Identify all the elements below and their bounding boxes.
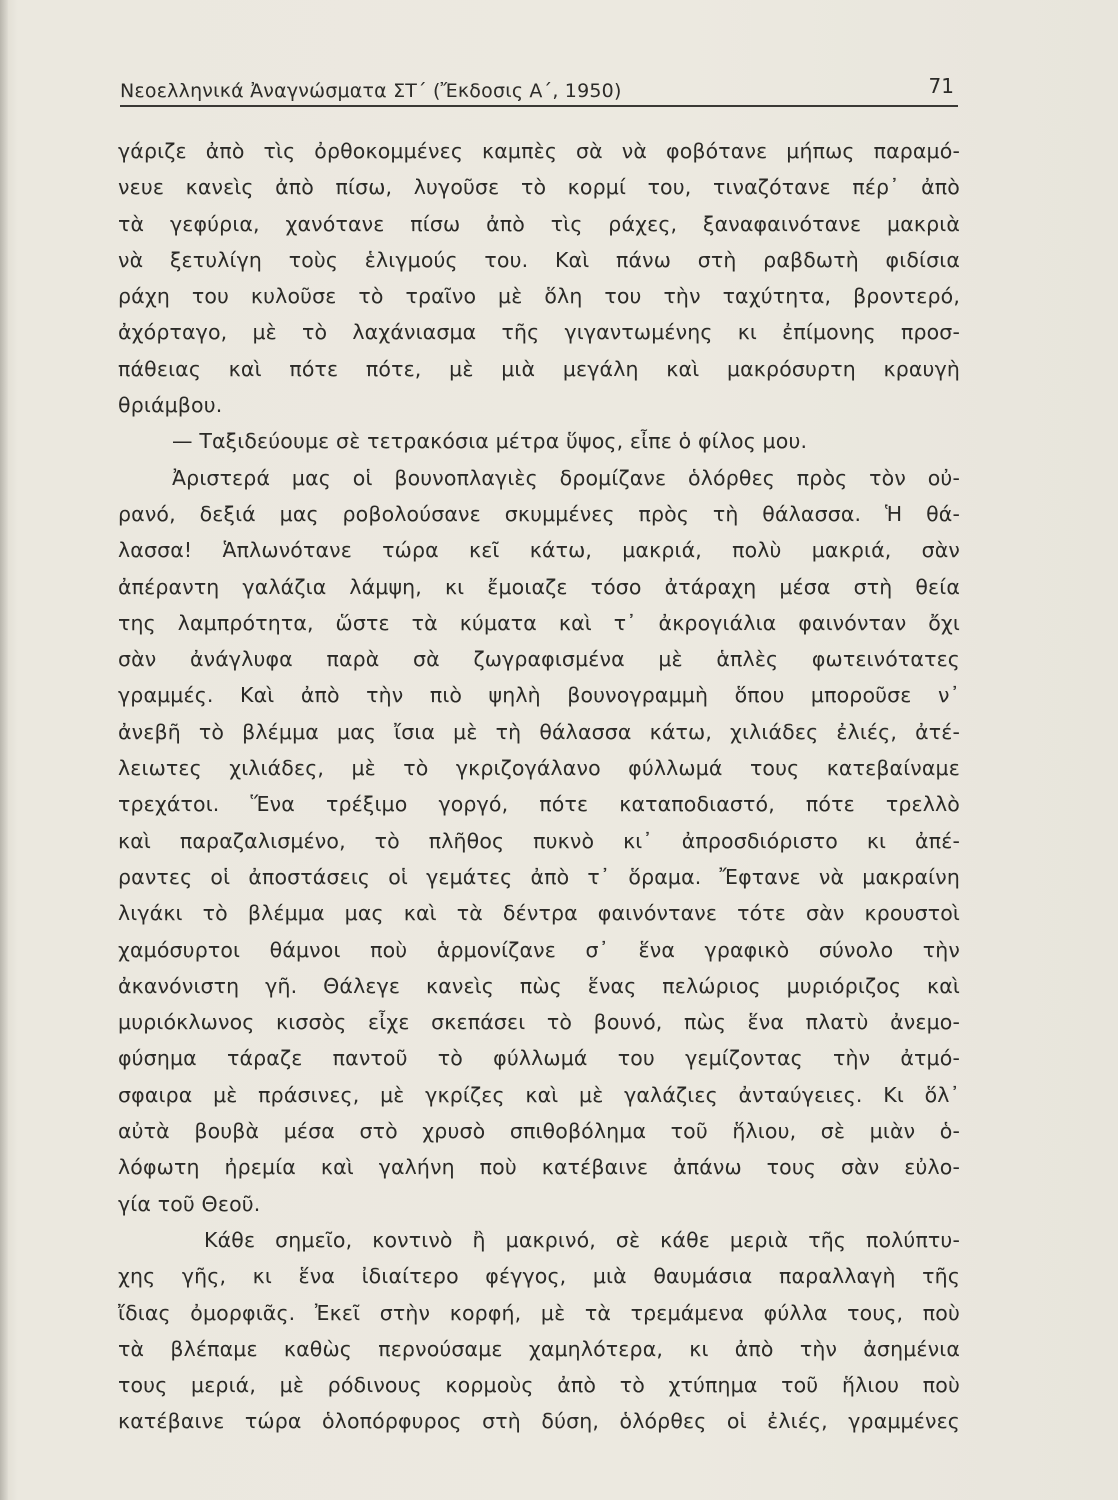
- text-line: ἀχόρταγο, μὲ τὸ λαχάνιασμα τῆς γιγαντωμένης κι ἐπίμονης προσ-: [118, 320, 960, 345]
- text-line: νευε κανεὶς ἀπὸ πίσω, λυγοῦσε τὸ κορμί του, τιναζότανε πέρ᾿ ἀπὸ: [118, 175, 960, 200]
- text-line: ἴδιας ὀμορφιᾶς. Ἐκεῖ στὴν κορφή, μὲ τὰ τρεμάμενα φύλλα τους, ποὺ: [118, 1300, 960, 1325]
- text-line: ρανό, δεξιά μας ροβολούσανε σκυμμένες πρὸς τὴ θάλασσα. Ἡ θά-: [118, 501, 960, 526]
- body-text: [118, 133, 960, 1440]
- running-title: Νεοελληνικά Ἀναγνώσματα ΣΤ΄ (Ἔκδοσις Α΄, 1950): [120, 80, 622, 102]
- text-line: λασσα! Ἁπλωνότανε τώρα κεῖ κάτω, μακριά, πολὺ μακριά, σὰν: [118, 538, 960, 563]
- text-line: σφαιρα μὲ πράσινες, μὲ γκρίζες καὶ μὲ γαλάζιες ἀνταύγειες. Κι ὅλ᾿: [118, 1082, 960, 1107]
- text-line: κατέβαινε τώρα ὁλοπόρφυρος στὴ δύση, ὁλόρθες οἱ ἐλιές, γραμμένες: [118, 1409, 960, 1434]
- text-line: ἀνεβῆ τὸ βλέμμα μας ἴσια μὲ τὴ θάλασσα κάτω, χιλιάδες ἐλιές, ἀτέ-: [118, 719, 960, 744]
- text-line: Κάθε σημεῖο, κοντινὸ ἢ μακρινό, σὲ κάθε μεριὰ τῆς πολύπτυ-: [204, 1227, 960, 1252]
- text-line: λειωτες χιλιάδες, μὲ τὸ γκριζογάλανο φύλλωμά τους κατεβαίναμε: [118, 756, 960, 781]
- text-line: τους μεριά, μὲ ρόδινους κορμοὺς ἀπὸ τὸ χτύπημα τοῦ ἥλιου ποὺ: [118, 1373, 960, 1398]
- text-line: σὰν ἀνάγλυφα παρὰ σὰ ζωγραφισμένα μὲ ἁπλὲς φωτεινότατες: [118, 647, 960, 672]
- text-line: γραμμές. Καὶ ἀπὸ τὴν πιὸ ψηλὴ βουνογραμμὴ ὅπου μποροῦσε ν᾿: [118, 683, 960, 708]
- text-line: χαμόσυρτοι θάμνοι ποὺ ἁρμονίζανε σ᾿ ἕνα γραφικὸ σύνολο τὴν: [118, 937, 960, 962]
- text-line: τὰ βλέπαμε καθὼς περνούσαμε χαμηλότερα, κι ἀπὸ τὴν ἀσημένια: [118, 1336, 960, 1361]
- text-line: γάριζε ἀπὸ τὶς ὀρθοκομμένες καμπὲς σὰ νὰ φοβότανε μήπως παραμό-: [118, 139, 960, 163]
- text-line: ραντες οἱ ἀποστάσεις οἱ γεμάτες ἀπὸ τ᾿ ὅραμα. Ἔφτανε νὰ μακραίνη: [118, 864, 960, 889]
- text-line: — Ταξιδεύουμε σὲ τετρακόσια μέτρα ὕψος, εἶπε ὁ φίλος μου.: [172, 429, 808, 454]
- page-number: 71: [928, 74, 954, 98]
- text-line: χης γῆς, κι ἕνα ἰδιαίτερο φέγγος, μιὰ θαυμάσια παραλλαγὴ τῆς: [118, 1264, 960, 1289]
- text-line: ράχη του κυλοῦσε τὸ τραῖνο μὲ ὅλη του τὴν ταχύτητα, βροντερό,: [118, 284, 960, 309]
- text-line: καὶ παραζαλισμένο, τὸ πλῆθος πυκνὸ κι᾿ ἀπροσδιόριστο κι ἀπέ-: [118, 828, 960, 853]
- text-line: λιγάκι τὸ βλέμμα μας καὶ τὰ δέντρα φαινόντανε τότε σὰν κρουστοὶ: [118, 901, 960, 926]
- text-line: τρεχάτοι. Ἕνα τρέξιμο γοργό, πότε καταποδιαστό, πότε τρελλὸ: [118, 792, 960, 817]
- text-line: πάθειας καὶ πότε πότε, μὲ μιὰ μεγάλη καὶ μακρόσυρτη κραυγὴ: [118, 356, 960, 381]
- text-line: Ἀριστερά μας οἱ βουνοπλαγιὲς δρομίζανε ὁλόρθες πρὸς τὸν οὐ-: [172, 465, 960, 490]
- text-line: λόφωτη ἠρεμία καὶ γαλήνη ποὺ κατέβαινε ἀπάνω τους σὰν εὐλο-: [118, 1155, 960, 1180]
- text-line: μυριόκλωνος κισσὸς εἶχε σκεπάσει τὸ βουνό, πὼς ἕνα πλατὺ ἀνεμο-: [118, 1010, 960, 1035]
- text-line: γία τοῦ Θεοῦ.: [118, 1191, 261, 1216]
- text-line: νὰ ξετυλίγη τοὺς ἑλιγμούς του. Καὶ πάνω στὴ ραβδωτὴ φιδίσια: [118, 247, 960, 272]
- page-spine-shadow: [0, 0, 8, 1500]
- text-line: ἀπέραντη γαλάζια λάμψη, κι ἔμοιαζε τόσο ἀτάραχη μέσα στὴ θεία: [118, 574, 960, 599]
- header-rule: [120, 105, 958, 107]
- text-line: θριάμβου.: [118, 393, 223, 418]
- page-header: [120, 72, 958, 106]
- text-line: τὰ γεφύρια, χανότανε πίσω ἀπὸ τὶς ράχες, ξαναφαινότανε μακριὰ: [118, 211, 960, 236]
- text-line: αὐτὰ βουβὰ μέσα στὸ χρυσὸ σπιθοβόλημα τοῦ ἥλιου, σὲ μιὰν ὁ-: [118, 1119, 960, 1144]
- text-line: της λαμπρότητα, ὥστε τὰ κύματα καὶ τ᾿ ἀκρογιάλια φαινόνταν ὄχι: [118, 610, 960, 635]
- text-line: ἀκανόνιστη γῆ. Θάλεγε κανεὶς πὼς ἕνας πελώριος μυριόριζος καὶ: [118, 973, 960, 998]
- text-line: φύσημα τάραζε παντοῦ τὸ φύλλωμά του γεμίζοντας τὴν ἀτμό-: [118, 1046, 960, 1071]
